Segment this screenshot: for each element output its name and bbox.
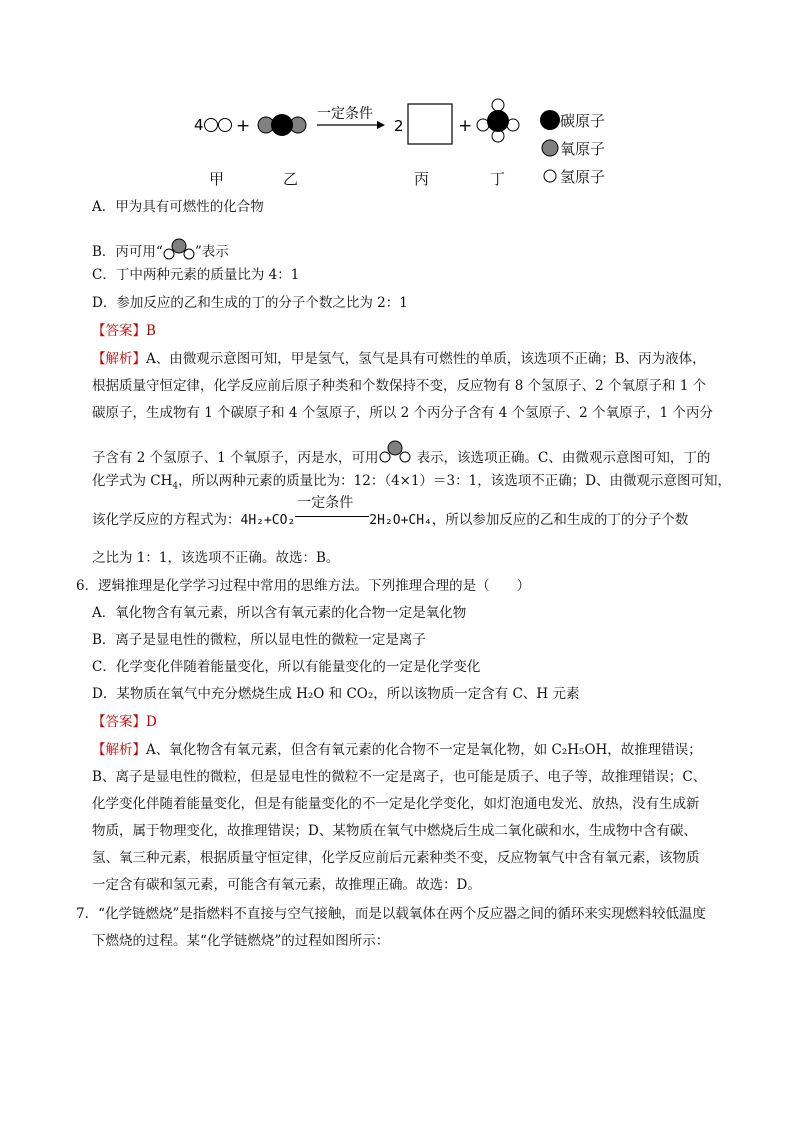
plus-sign-2: + (458, 116, 473, 136)
legend-oxygen-label: 氧原子 (560, 140, 606, 158)
q5-analysis-text-4a: 子含有 2 个氢原子、1 个氧原子，丙是水，可用 (92, 450, 379, 466)
coefficient-jia: 4 (194, 116, 204, 134)
plus-sign-1: + (236, 116, 251, 136)
reaction-arrow-icon (317, 121, 385, 129)
q5-analysis-tag: 【解析】 (92, 351, 146, 367)
q6-analysis-line-1 (92, 741, 702, 759)
q6-analysis-line-3: 化学变化伴随着能量变化，但是有能量变化的不一定是化学变化，如灯泡通电发光、放热，没有生成新 (92, 796, 700, 812)
q5-equation-suffix: ，所以参加反应的乙和生成的丁的分子个数 (431, 512, 689, 528)
q5-equation-products: 2H₂O+CH₄ (369, 513, 432, 528)
h2-molecule-icon (205, 119, 232, 132)
legend-hydrogen-icon (544, 170, 556, 182)
q5-equation-bar (295, 516, 369, 517)
co2-molecule-icon (258, 114, 306, 136)
q5-option-c: C．丁中两种元素的质量比为 4：1 (92, 267, 300, 283)
label-bing: 丙 (414, 170, 430, 188)
q6-analysis-line-2: B、离子是显电性的微粒，但是显电性的微粒不一定是离子，也可能是质子、电子等，故推理错误；C、 (92, 769, 707, 785)
q6-option-b: B．离子是显电性的微粒，所以显电性的微粒一定是离子 (92, 632, 426, 648)
q6-option-a: A．氧化物含有氧元素，所以含有氧元素的化合物一定是氧化物 (92, 605, 467, 621)
ch4-molecule-icon (477, 99, 519, 142)
q5-analysis-line-5 (92, 472, 731, 490)
legend-carbon-icon (540, 110, 560, 130)
q7-stem-line-1: 7．“化学链燃烧”是指燃料不直接与空气接触，而是以载氧体在两个反应器之间的循环来实现燃料较低温度 (76, 906, 706, 922)
q5-analysis-text-5a: 化学式为 CH (92, 473, 173, 489)
q5-analysis-line-4 (92, 440, 710, 467)
q6-option-d: D．某物质在氧气中充分燃烧生成 H₂O 和 CO₂，所以该物质一定含有 C、H 元素 (92, 686, 580, 702)
q5-analysis-text-4b: 表示，该选项正确。C、由微观示意图可知，丁的 (416, 450, 711, 466)
q5-analysis-line-7: 之比为 1：1，该选项不正确。故选：B。 (92, 550, 340, 566)
q5-analysis-sub-5: 4 (172, 481, 179, 492)
water-molecule-icon (163, 238, 195, 260)
blank-box (408, 104, 452, 144)
legend-carbon-label: 碳原子 (560, 112, 606, 130)
label-jia: 甲 (209, 170, 225, 188)
q5-analysis-text-1: A、由微观示意图可知，甲是氢气，氢气是具有可燃性的单质，该选项不正确；B、丙为液体， (146, 351, 706, 367)
q6-stem: 6．逻辑推理是化学学习过程中常用的思维方法。下列推理合理的是（ ） (76, 578, 531, 594)
reaction-condition: 一定条件 (317, 106, 373, 122)
q5-analysis-line-3: 碳原子，生成物有 1 个碳原子和 4 个氢原子，所以 2 个丙分子含有 4 个氢原子、2 个氧原子，1 个丙分 (92, 405, 713, 421)
q5-equation-prefix: 该化学反应的方程式为： (92, 512, 241, 528)
q5-option-b-prefix: B．丙可用“ (92, 244, 163, 260)
q5-equation-condition-block (295, 495, 369, 526)
q6-analysis-line-5: 氢、氧三种元素，根据质量守恒定律，化学反应前后元素种类不变，反应物氧气中含有氧元素，该物质 (92, 850, 700, 866)
q5-analysis-line-2: 根据质量守恒定律，化学反应前后原子种类和个数保持不变，反应物有 8 个氢原子、2 个氧原子和 1 个 (92, 378, 707, 394)
q6-answer: 【答案】D (92, 714, 157, 730)
q5-equation-reactants: 4H₂+CO₂ (240, 513, 296, 528)
q5-analysis-text-5c: ，所以两种元素的质量比为：12：（4×1）＝3：1，该选项不正确；D、由微观示意图可知， (178, 473, 732, 489)
q6-analysis-tag: 【解析】 (92, 742, 146, 758)
label-ding: 丁 (490, 170, 506, 188)
q5-option-d: D．参加反应的乙和生成的丁的分子个数之比为 2：1 (92, 295, 408, 311)
q7-stem-line-2: 下燃烧的过程。某“化学链燃烧”的过程如图所示： (92, 933, 390, 949)
q5-equation-line (92, 495, 689, 530)
q5-option-b (92, 238, 229, 261)
coefficient-bing: 2 (394, 117, 404, 135)
q5-option-b-suffix: ”表示 (194, 244, 229, 260)
q5-analysis-line-1 (92, 350, 706, 368)
water-molecule-inline-icon (379, 440, 411, 464)
q6-analysis-line-6: 一定含有碳和氢元素，可能含有氧元素，故推理正确。故选：D。 (92, 877, 481, 893)
legend-hydrogen-label: 氢原子 (560, 168, 606, 186)
legend-oxygen-icon (542, 140, 558, 156)
q5-answer: 【答案】B (92, 323, 156, 339)
label-yi: 乙 (283, 170, 299, 188)
q6-analysis-text-1: A、氧化物含有氧元素，但含有氧元素的化合物不一定是氧化物，如 C₂H₅OH，故推理错误； (146, 742, 702, 758)
q5-option-a: A．甲为具有可燃性的化合物 (92, 199, 264, 215)
q6-option-c: C．化学变化伴随着能量变化，所以有能量变化的一定是化学变化 (92, 659, 481, 675)
q5-equation-condition: 一定条件 (297, 495, 354, 511)
q6-analysis-line-4: 物质，属于物理变化，故推理错误；D、某物质在氧气中燃烧后生成二氧化碳和水，生成物中含有碳、 (92, 823, 697, 839)
